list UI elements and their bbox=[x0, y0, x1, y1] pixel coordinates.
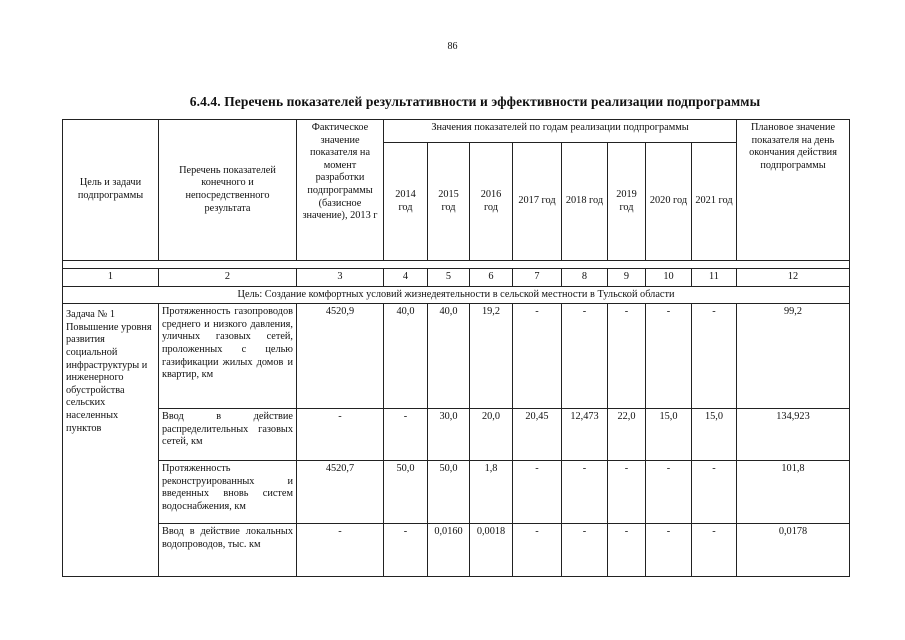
value-cell: 19,2 bbox=[470, 304, 513, 409]
header-year: 2017 год bbox=[513, 143, 562, 261]
value-cell: - bbox=[608, 461, 646, 524]
column-number: 4 bbox=[384, 269, 428, 287]
value-cell: - bbox=[513, 461, 562, 524]
indicator-cell: Протяженность реконструированных и введенных вновь систем водоснабжения, км bbox=[159, 461, 297, 524]
header-goals: Цель и задачи подпрограммы bbox=[63, 120, 159, 261]
base-value-cell: - bbox=[297, 409, 384, 461]
column-number: 7 bbox=[513, 269, 562, 287]
value-cell: 40,0 bbox=[384, 304, 428, 409]
value-cell: 0,0018 bbox=[470, 524, 513, 577]
value-cell: - bbox=[692, 461, 737, 524]
column-number: 11 bbox=[692, 269, 737, 287]
value-cell: - bbox=[646, 461, 692, 524]
value-cell: 20,0 bbox=[470, 409, 513, 461]
value-cell: - bbox=[384, 524, 428, 577]
plan-value-cell: 0,0178 bbox=[737, 524, 850, 577]
base-value-cell: - bbox=[297, 524, 384, 577]
plan-value-cell: 101,8 bbox=[737, 461, 850, 524]
value-cell: 15,0 bbox=[646, 409, 692, 461]
separator bbox=[63, 261, 850, 269]
plan-value-cell: 134,923 bbox=[737, 409, 850, 461]
header-years-group: Значения показателей по годам реализации подпрограммы bbox=[384, 120, 737, 143]
column-number: 5 bbox=[428, 269, 470, 287]
value-cell: 50,0 bbox=[428, 461, 470, 524]
header-year: 2018 год bbox=[562, 143, 608, 261]
indicator-cell: Ввод в действие распределительных газовых сетей, км bbox=[159, 409, 297, 461]
value-cell: - bbox=[692, 304, 737, 409]
column-number: 6 bbox=[470, 269, 513, 287]
value-cell: - bbox=[646, 524, 692, 577]
value-cell: - bbox=[562, 524, 608, 577]
column-number: 2 bbox=[159, 269, 297, 287]
value-cell: - bbox=[562, 461, 608, 524]
header-year: 2015 год bbox=[428, 143, 470, 261]
header-year: 2021 год bbox=[692, 143, 737, 261]
value-cell: 50,0 bbox=[384, 461, 428, 524]
value-cell: - bbox=[646, 304, 692, 409]
value-cell: 22,0 bbox=[608, 409, 646, 461]
task-cell: Задача № 1 Повышение уровня развития социальной инфраструктуры и инженерного обустройства сельских населенных пунктов bbox=[63, 304, 159, 577]
document-title: 6.4.4. Перечень показателей результативности и эффективности реализации подпрограммы bbox=[189, 94, 761, 109]
column-number: 1 bbox=[63, 269, 159, 287]
value-cell: 12,473 bbox=[562, 409, 608, 461]
header-year: 2019 год bbox=[608, 143, 646, 261]
value-cell: - bbox=[608, 304, 646, 409]
indicator-cell: Протяженность газопроводов среднего и низкого давления, уличных газовых сетей, проложенных с целью газификации жилых домов и квартир, км bbox=[159, 304, 297, 409]
value-cell: - bbox=[608, 524, 646, 577]
column-number: 12 bbox=[737, 269, 850, 287]
base-value-cell: 4520,7 bbox=[297, 461, 384, 524]
page-number: 86 bbox=[447, 41, 458, 52]
value-cell: 0,0160 bbox=[428, 524, 470, 577]
header-year: 2014 год bbox=[384, 143, 428, 261]
value-cell: - bbox=[513, 524, 562, 577]
goal-row: Цель: Создание комфортных условий жизнедеятельности в сельской местности в Тульской области bbox=[63, 286, 850, 304]
column-number: 9 bbox=[608, 269, 646, 287]
header-year: 2020 год bbox=[646, 143, 692, 261]
base-value-cell: 4520,9 bbox=[297, 304, 384, 409]
value-cell: 20,45 bbox=[513, 409, 562, 461]
indicators-table bbox=[62, 119, 850, 577]
header-base-value: Фактическое значение показателя на момент разработки подпрограммы (базисное значение), 2013 г bbox=[297, 120, 384, 261]
header-year: 2016 год bbox=[470, 143, 513, 261]
value-cell: 40,0 bbox=[428, 304, 470, 409]
value-cell: 1,8 bbox=[470, 461, 513, 524]
value-cell: - bbox=[384, 409, 428, 461]
value-cell: 15,0 bbox=[692, 409, 737, 461]
column-number: 8 bbox=[562, 269, 608, 287]
header-indicators: Перечень показателей конечного и непосредственного результата bbox=[159, 120, 297, 261]
header-plan-value: Плановое значение показателя на день окончания действия подпрограммы bbox=[737, 120, 850, 261]
column-number: 3 bbox=[297, 269, 384, 287]
indicator-cell: Ввод в действие локальных водопроводов, тыс. км bbox=[159, 524, 297, 577]
value-cell: - bbox=[562, 304, 608, 409]
value-cell: 30,0 bbox=[428, 409, 470, 461]
value-cell: - bbox=[692, 524, 737, 577]
column-number: 10 bbox=[646, 269, 692, 287]
value-cell: - bbox=[513, 304, 562, 409]
plan-value-cell: 99,2 bbox=[737, 304, 850, 409]
